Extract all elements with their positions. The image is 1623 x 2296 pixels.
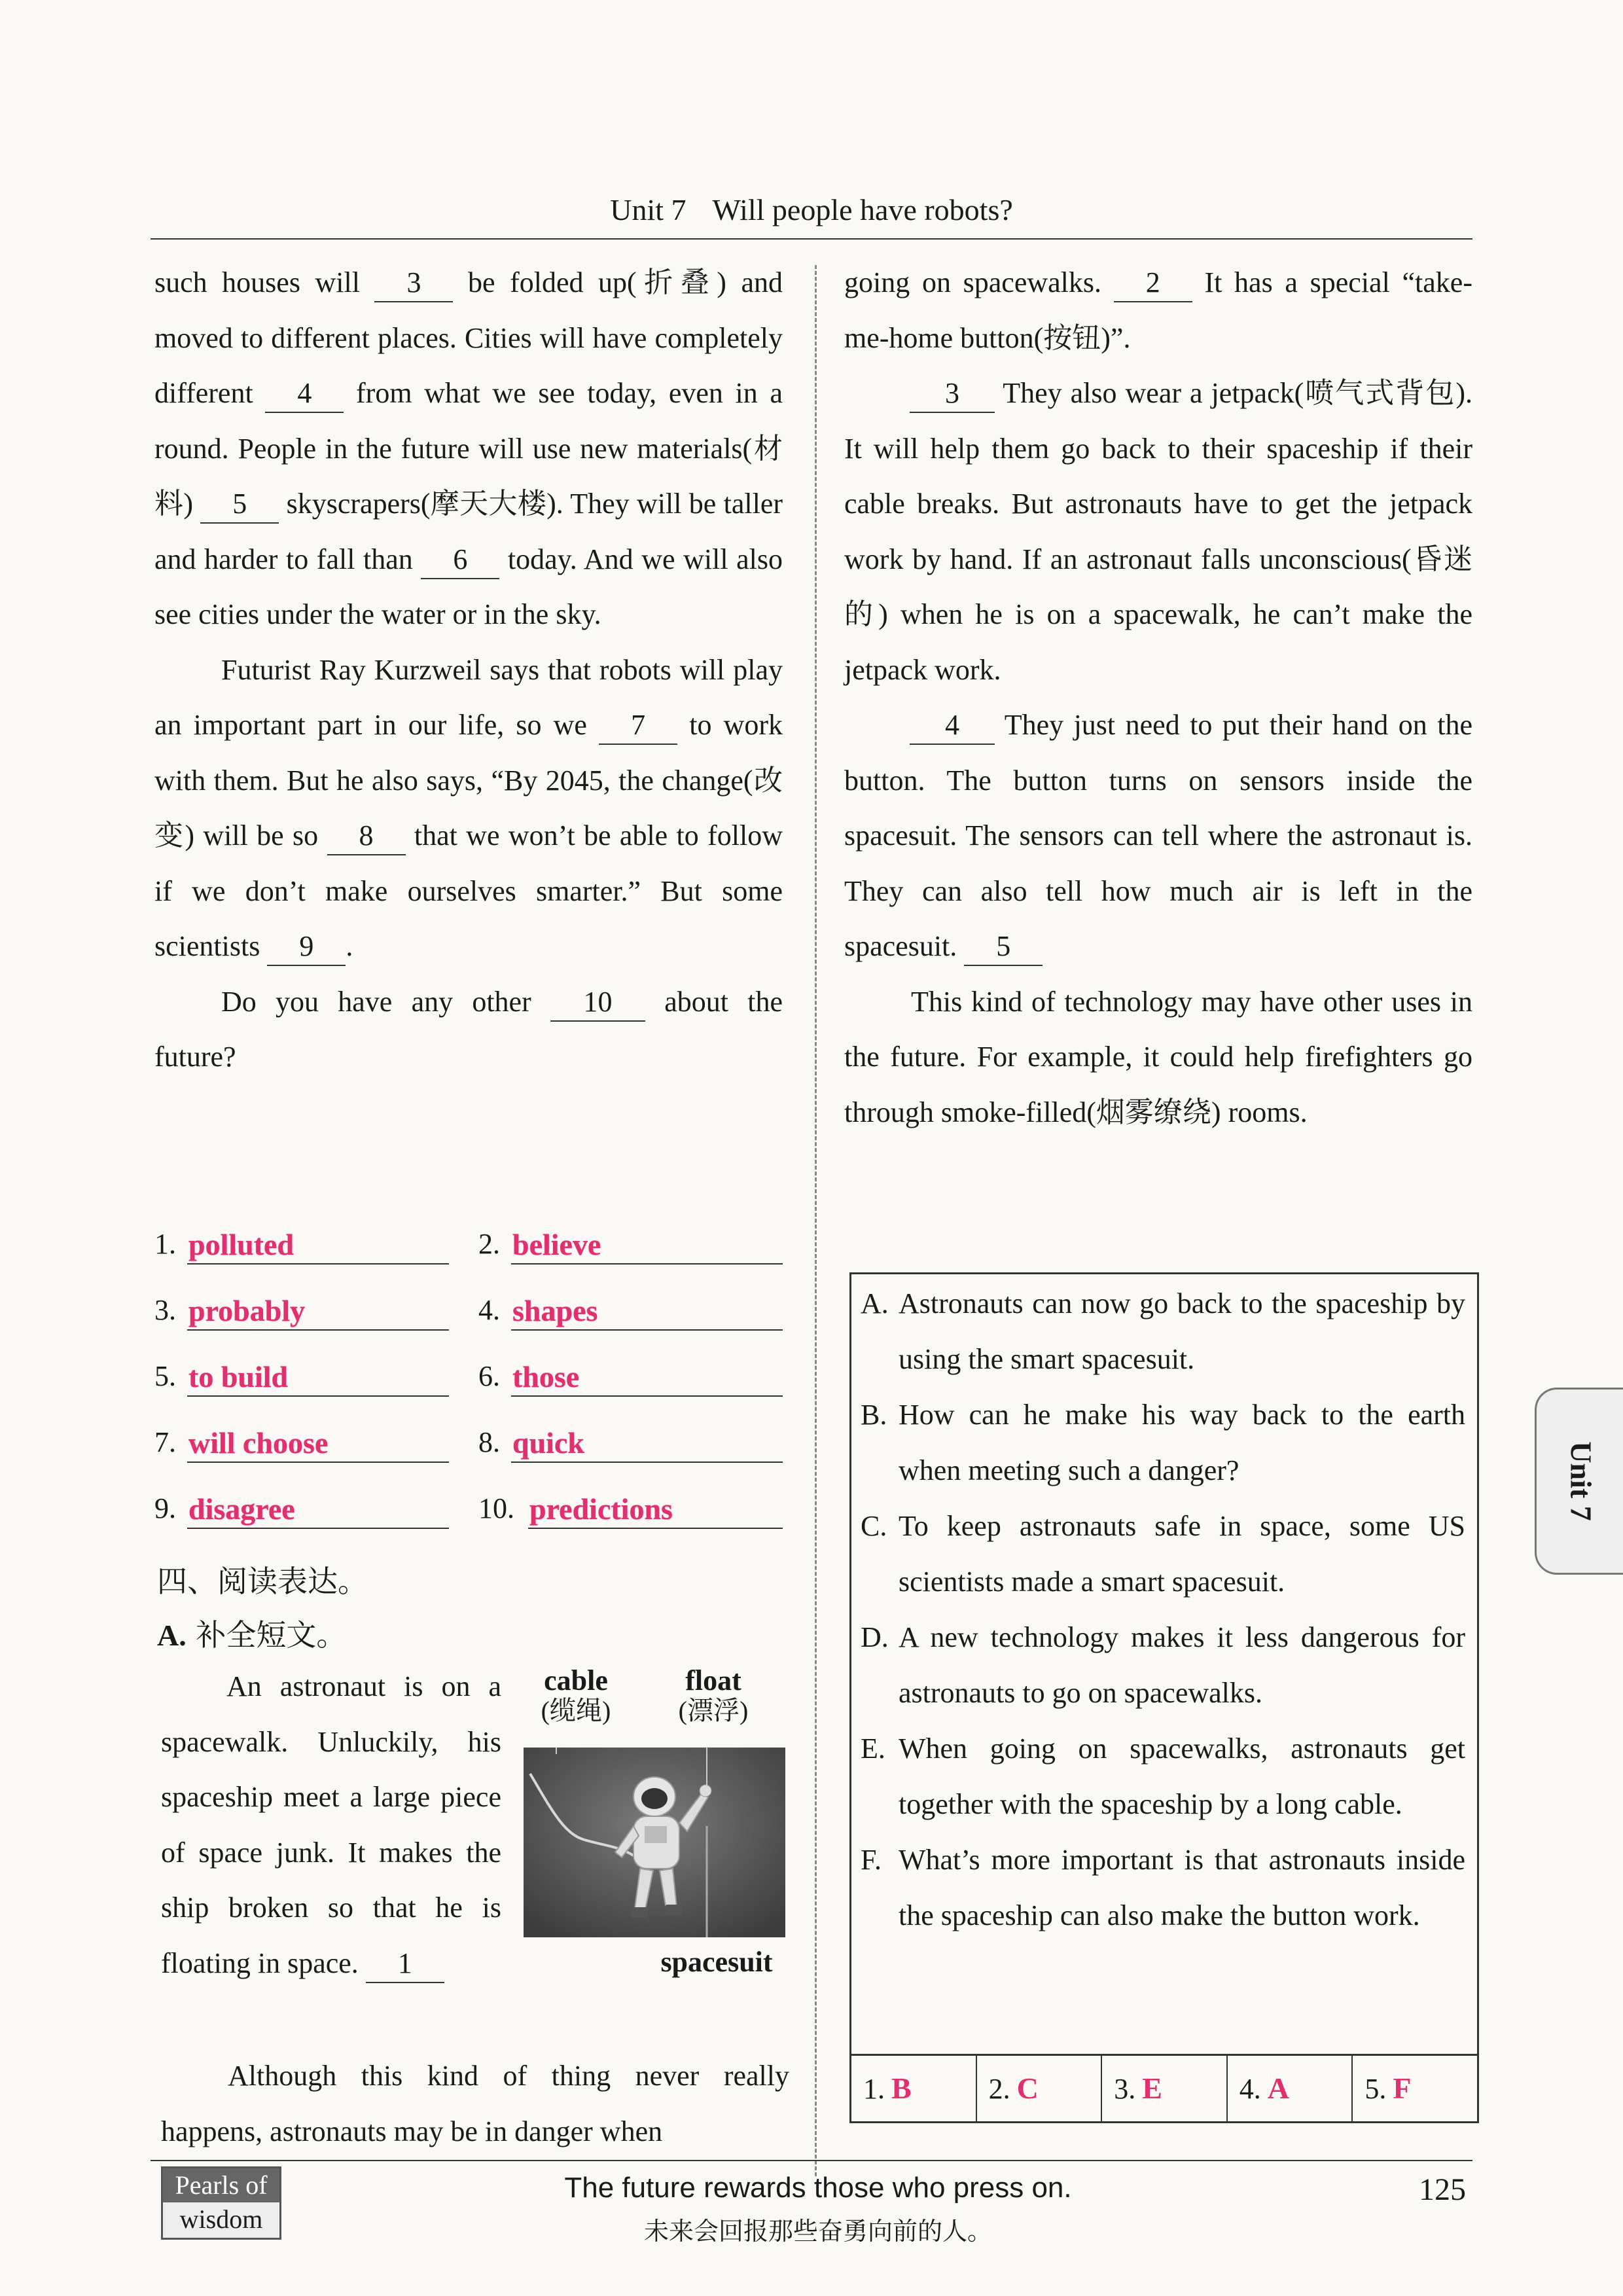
text: about the future? [154, 985, 783, 1073]
answer-number: 4. [478, 1294, 500, 1326]
blank-3: 3 [374, 268, 453, 302]
left-column [154, 255, 783, 1085]
options-box [849, 1272, 1479, 2123]
option-d [851, 1609, 1477, 1721]
answer-cell [154, 1219, 449, 1265]
answer-text: those [512, 1360, 580, 1393]
answer-text: A [1267, 2072, 1290, 2105]
option-text: When going on spacewalks, astronauts get together with the spaceship by a long cable. [899, 1732, 1465, 1820]
answer-line [511, 1329, 783, 1331]
answer-line [511, 1263, 783, 1265]
answer-grid [154, 1219, 783, 1549]
text: that we won’t be able to follow if we don’t make ourselves smarter.” But some scientists [154, 819, 783, 962]
answer-text: probably [188, 1294, 306, 1327]
text: today. And we will also see cities under the water or in the sky. [154, 543, 783, 630]
answer-number: 2. [988, 2073, 1010, 2105]
pearls-of-wisdom-badge [161, 2166, 281, 2240]
page-number: 125 [1419, 2172, 1466, 2207]
paragraph [154, 255, 783, 643]
passage-a-continued [161, 2049, 789, 2159]
answer-number: 3. [154, 1294, 176, 1326]
option-list [851, 1274, 1477, 1943]
answer-number: 4. [1239, 2073, 1261, 2105]
answer-number: 10. [478, 1492, 514, 1524]
blank-6: 6 [421, 545, 499, 579]
answer-line [528, 1528, 783, 1529]
answer-text: believe [512, 1228, 601, 1261]
label-zh: (漂浮) [678, 1696, 749, 1725]
answer-text: disagree [188, 1492, 295, 1526]
answer-number: 5. [1364, 2073, 1387, 2105]
answer-number: 6. [478, 1360, 500, 1392]
text: from what we see today, even in a round. People in the future will use new materials(材料) [154, 377, 783, 520]
answer-number: 9. [154, 1492, 176, 1524]
page-header [151, 185, 1472, 240]
answer-cell [154, 1351, 449, 1397]
answer-text: E [1142, 2072, 1162, 2105]
column-divider [815, 265, 817, 2176]
passage-a-intro [161, 1659, 501, 1991]
answer-text: to build [188, 1360, 289, 1393]
text: It has a special “take-me-home button(按钮)”. [844, 266, 1472, 354]
answer-row [154, 1351, 783, 1417]
text: skyscrapers(摩天大楼). They will be taller and harder to fall than [154, 488, 783, 575]
unit-side-tab [1535, 1388, 1623, 1575]
answer-row [154, 1219, 783, 1285]
blank-8: 8 [327, 821, 406, 855]
subsection-letter: A. [157, 1619, 187, 1652]
label-zh: (缆绳) [541, 1696, 611, 1725]
blank-5: 5 [964, 932, 1043, 966]
side-tab-label: Unit 7 [1564, 1441, 1597, 1521]
quote-english: The future rewards those who press on. [564, 2172, 1072, 2204]
answer-line [187, 1263, 449, 1265]
text: going on spacewalks. [844, 266, 1114, 298]
badge-top: Pearls of [163, 2168, 279, 2202]
option-text: A new technology makes it less dangerous for astronauts to go on spacewalks. [899, 1621, 1465, 1709]
blank-3: 3 [910, 379, 995, 413]
option-text: Astronauts can now go back to the spaceship by using the smart spacesuit. [899, 1287, 1465, 1375]
option-c [851, 1498, 1477, 1609]
answer-cell [154, 1417, 449, 1463]
unit-label: Unit 7 [610, 193, 687, 226]
blank-4: 4 [910, 711, 995, 745]
answer-cell [154, 1285, 449, 1331]
blank-9: 9 [267, 932, 346, 966]
option-answer-row [851, 2054, 1477, 2121]
option-key: F. [861, 1844, 882, 1876]
paragraph [844, 255, 1472, 366]
option-text: What’s more important is that astronauts inside the spaceship can also make the button work. [899, 1844, 1465, 1931]
text: to work with them. But he also says, “By 2045, the change(改变) will be so [154, 709, 783, 852]
paragraph [844, 366, 1472, 698]
blank-5: 5 [200, 490, 279, 524]
label-spacesuit: spacesuit [660, 1946, 773, 1978]
paragraph: This kind of technology may have other uses in the future. For example, it could help firefighters go through smoke-filled(烟雾缭绕) rooms. [844, 985, 1472, 1128]
answer-line [187, 1329, 449, 1331]
option-key: B. [861, 1399, 887, 1431]
blank-7: 7 [599, 711, 677, 745]
answer-cell [478, 1285, 783, 1331]
answer-text: F [1393, 2072, 1412, 2105]
label-float [668, 1666, 759, 1726]
astronaut-icon [524, 1748, 785, 1937]
paragraph [844, 698, 1472, 975]
paragraph [161, 1659, 501, 1991]
paragraph [154, 975, 783, 1085]
header-title [151, 192, 1472, 227]
footer-quote [458, 2172, 1178, 2247]
text: such houses will [154, 266, 375, 298]
paragraph: Although this kind of thing never really happens, astronauts may be in danger when [161, 2060, 789, 2147]
section-title: 四、阅读表达。 [157, 1564, 368, 1599]
answer-number: 1. [863, 2073, 885, 2105]
answer-cell [478, 1219, 783, 1265]
text: They also wear a jetpack(喷气式背包). It will help them go back to their spaceship if their cable breaks. But astronauts have to get the jetpack work by hand. If an astronaut falls unconscious(昏迷的) when he is on a spacewalk, he can’t make the jetpack work. [844, 377, 1472, 686]
answer-number: 2. [478, 1228, 500, 1260]
option-text: To keep astronauts safe in space, some US scientists made a smart spacesuit. [899, 1510, 1465, 1598]
option-answer-cell [1228, 2056, 1353, 2121]
answer-row [154, 1483, 783, 1549]
answer-text: predictions [529, 1492, 673, 1526]
answer-line [187, 1462, 449, 1463]
paragraph [154, 643, 783, 975]
option-answer-cell [851, 2056, 977, 2121]
text: . [346, 930, 353, 962]
text: Do you have any other [221, 985, 550, 1018]
answer-cell [478, 1483, 783, 1529]
option-f [851, 1832, 1477, 1943]
option-text: How can he make his way back to the earth when meeting such a danger? [899, 1399, 1465, 1486]
option-b [851, 1387, 1477, 1498]
blank-4: 4 [265, 379, 344, 413]
label-cable [530, 1666, 622, 1726]
answer-cell [478, 1351, 783, 1397]
option-answer-cell [977, 2056, 1103, 2121]
option-answer-cell [1102, 2056, 1228, 2121]
answer-row [154, 1417, 783, 1483]
answer-number: 1. [154, 1228, 176, 1260]
astronaut-illustration [524, 1748, 785, 1937]
blank-1: 1 [366, 1949, 444, 1983]
subsection-title: 补全短文。 [186, 1617, 347, 1653]
answer-number: 3. [1114, 2073, 1136, 2105]
option-key: D. [861, 1621, 889, 1653]
right-column [844, 255, 1472, 1140]
text: be folded up(折叠) and moved to different places. Cities will have completely different [154, 266, 783, 409]
answer-row [154, 1285, 783, 1351]
text: They just need to put their hand on the button. The button turns on sensors inside the spacesuit. The sensors can tell where the astronaut is. They can also tell how much air is left in the spacesuit. [844, 709, 1472, 962]
blank-2: 2 [1114, 268, 1192, 302]
text: Futurist Ray Kurzweil says that robots will play an important part in our life, so we [154, 653, 783, 741]
option-a [851, 1276, 1477, 1387]
answer-text: polluted [188, 1228, 294, 1261]
blank-10: 10 [550, 988, 645, 1022]
footer-divider [151, 2160, 1472, 2161]
answer-line [511, 1462, 783, 1463]
answer-line [511, 1395, 783, 1397]
answer-text: will choose [188, 1426, 329, 1460]
answer-text: B [891, 2072, 912, 2105]
label-text: float [685, 1664, 741, 1696]
answer-text: C [1016, 2072, 1039, 2105]
answer-number: 7. [154, 1426, 176, 1458]
section-subtitle [157, 1611, 346, 1655]
quote-chinese: 未来会回报那些奋勇向前的人。 [643, 2217, 992, 2246]
option-e [851, 1721, 1477, 1832]
answer-line [187, 1395, 449, 1397]
answer-text: quick [512, 1426, 584, 1460]
option-answer-cell [1353, 2056, 1477, 2121]
option-key: C. [861, 1510, 887, 1542]
answer-number: 8. [478, 1426, 500, 1458]
option-key: E. [861, 1732, 885, 1765]
label-text: cable [544, 1664, 608, 1696]
answer-text: shapes [512, 1294, 598, 1327]
answer-number: 5. [154, 1360, 176, 1392]
answer-line [187, 1528, 449, 1529]
badge-bottom: wisdom [179, 2204, 263, 2234]
answer-cell [154, 1483, 449, 1529]
option-key: A. [861, 1287, 889, 1319]
answer-cell [478, 1417, 783, 1463]
text: An astronaut is on a spacewalk. Unluckily, his spaceship meet a large piece of space junk. It makes the ship broken so that he is floating in space. [161, 1670, 501, 1979]
unit-title: Will people have robots? [712, 193, 1013, 226]
